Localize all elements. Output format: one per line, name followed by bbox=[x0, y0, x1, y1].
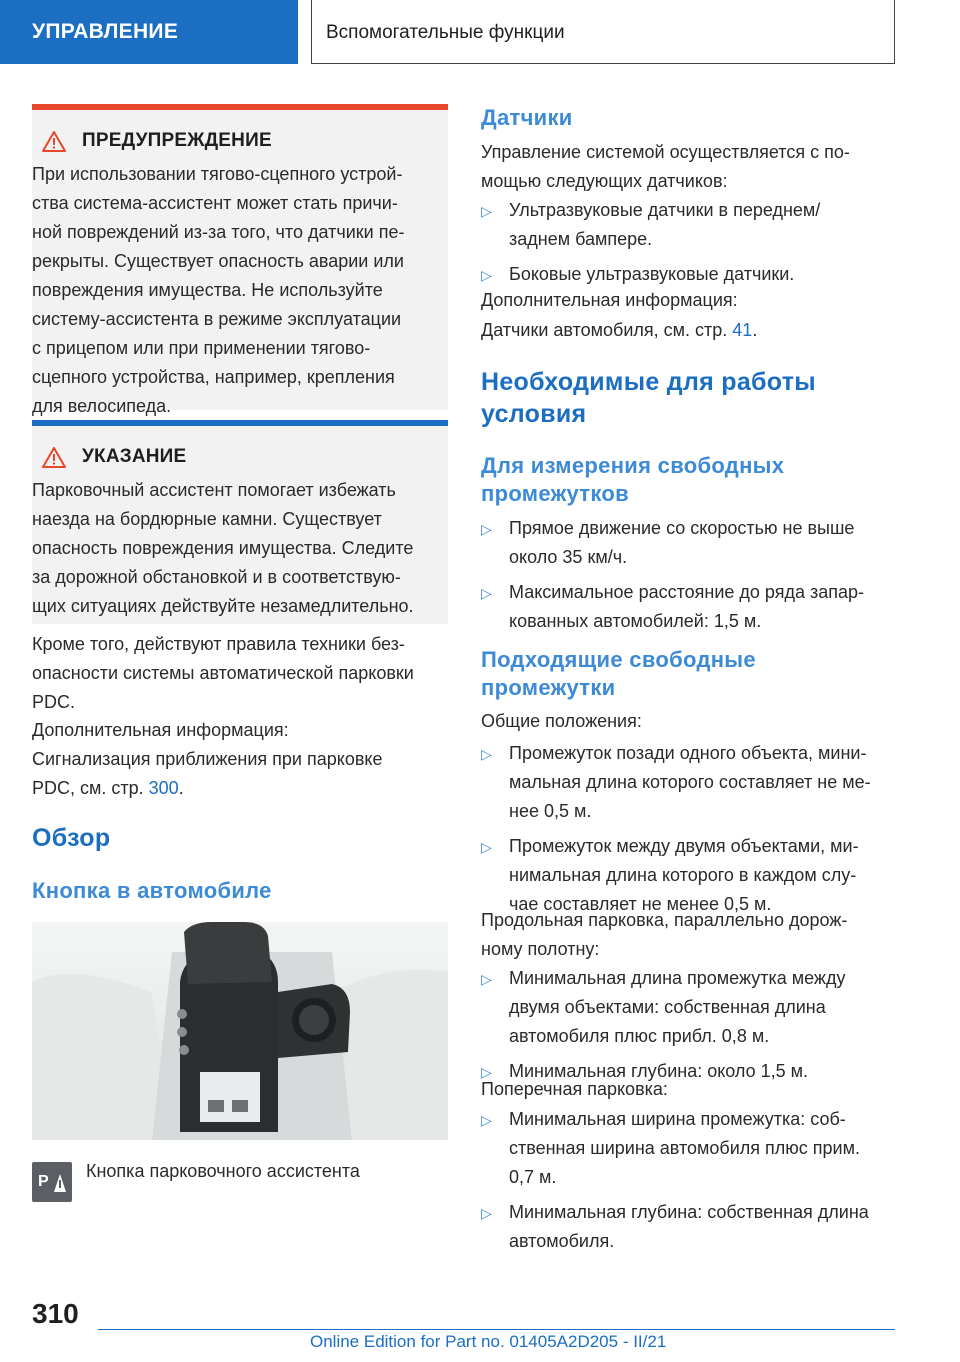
list-item-line: Минимальная длина промежутка между bbox=[509, 968, 846, 988]
list-item-line: кованных автомобилей: 1,5 м. bbox=[509, 611, 762, 631]
list-item-line: Минимальная ширина промежутка: соб- bbox=[509, 1109, 846, 1129]
parallel-list bbox=[481, 964, 921, 1087]
list-item bbox=[481, 964, 921, 1051]
photo-caption: Кнопка парковочного ассистента bbox=[86, 1161, 360, 1181]
safety-paragraph bbox=[32, 630, 448, 717]
list-item-line: чае составляет не менее 0,5 м. bbox=[509, 894, 772, 914]
sensors-reference: Датчики автомобиля, см. стр. 41. bbox=[481, 320, 758, 340]
warning-line: с прицепом или при применении тягово- bbox=[32, 338, 371, 358]
list-item-line: Промежуток между двумя объектами, ми- bbox=[509, 836, 859, 856]
note-title-row bbox=[42, 446, 436, 468]
footer-divider bbox=[98, 1329, 895, 1330]
header-section-title: УПРАВЛЕНИЕ bbox=[32, 20, 179, 43]
header-section-tab bbox=[0, 0, 298, 64]
list-item bbox=[481, 1105, 921, 1192]
center-console-image bbox=[32, 922, 448, 1140]
parallel-label bbox=[481, 906, 921, 964]
bullet-triangle-icon: ▷ bbox=[481, 521, 492, 537]
warning-title: ПРЕДУПРЕЖДЕНИЕ bbox=[82, 130, 272, 151]
more-info-text: Дополнительная информация: bbox=[481, 290, 738, 310]
page-link-41[interactable]: 41 bbox=[732, 320, 753, 340]
pdc-reference bbox=[32, 745, 448, 803]
paragraph-line: опасности системы автоматической парковки bbox=[32, 663, 414, 683]
bullet-triangle-icon: ▷ bbox=[481, 267, 492, 283]
list-item bbox=[481, 1198, 921, 1256]
paragraph-line: Управление системой осуществляется с по- bbox=[481, 142, 850, 162]
list-item-line: Промежуток позади одного объекта, мини- bbox=[509, 743, 867, 763]
bullet-triangle-icon: ▷ bbox=[481, 203, 492, 219]
warning-title-row bbox=[42, 130, 436, 152]
footer-edition: Online Edition for Part no. 01405A2D205 - II/21 bbox=[310, 1332, 667, 1351]
warning-box bbox=[32, 104, 448, 416]
paragraph-line: ному полотну: bbox=[481, 939, 600, 959]
page-link-300[interactable]: 300 bbox=[148, 778, 179, 798]
page-number: 310 bbox=[32, 1298, 79, 1329]
bullet-triangle-icon: ▷ bbox=[481, 839, 492, 855]
paragraph-line: PDC. bbox=[32, 692, 76, 712]
list-item-line: Ультразвуковые датчики в переднем/ bbox=[509, 200, 821, 220]
list-item-line: Минимальная глубина: собственная длина bbox=[509, 1202, 869, 1222]
heading-overview: Обзор bbox=[32, 824, 111, 852]
paragraph-line: Общие положения: bbox=[481, 711, 642, 731]
more-info-label bbox=[32, 716, 448, 745]
svg-text:P: P bbox=[38, 1173, 49, 1190]
heading-button-in-car: Кнопка в автомобиле bbox=[32, 878, 272, 903]
list-item-line: нимальная длина которого в каждом слу- bbox=[509, 865, 857, 885]
warning-line: повреждения имущества. Не используйте bbox=[32, 280, 383, 300]
note-title: УКАЗАНИЕ bbox=[82, 446, 187, 467]
heading-line: условия bbox=[481, 400, 587, 428]
list-item-line: около 35 км/ч. bbox=[509, 547, 628, 567]
list-item bbox=[481, 514, 921, 572]
list-item-line: Боковые ультразвуковые датчики. bbox=[509, 264, 795, 284]
perpendicular-label bbox=[481, 1075, 921, 1104]
sensor-list bbox=[481, 196, 921, 290]
reference-text: Датчики автомобиля, см. стр. bbox=[481, 320, 733, 340]
heading-sensors: Датчики bbox=[481, 105, 573, 130]
general-list bbox=[481, 739, 921, 919]
note-line: наезда на бордюрные камни. Существует bbox=[32, 509, 382, 529]
warning-line: систему-ассистента в режиме эксплуатации bbox=[32, 309, 402, 329]
perpendicular-list bbox=[481, 1105, 921, 1256]
paragraph-line: Продольная парковка, параллельно дорож- bbox=[481, 910, 848, 930]
paragraph-line: мощью следующих датчиков: bbox=[481, 171, 728, 191]
list-item bbox=[481, 739, 921, 826]
measure-list bbox=[481, 514, 921, 636]
heading-line: Необходимые для работы bbox=[481, 368, 816, 396]
heading-line: промежутков bbox=[481, 481, 629, 506]
warning-line: сцепного устройства, например, крепления bbox=[32, 367, 395, 387]
warning-line: ной повреждений из-за того, что датчики пе- bbox=[32, 222, 405, 242]
bullet-triangle-icon: ▷ bbox=[481, 1112, 492, 1128]
note-line: щих ситуациях действуйте незамедлительно. bbox=[32, 596, 414, 616]
warning-triangle-icon bbox=[42, 131, 66, 152]
parking-assistant-button-icon bbox=[32, 1162, 72, 1202]
list-item-line: нее 0,5 м. bbox=[509, 801, 592, 821]
warning-line: рекрыты. Существует опасность аварии или bbox=[32, 251, 404, 271]
warning-text bbox=[32, 160, 436, 421]
list-item-line: мальная длина которого составляет не ме- bbox=[509, 772, 871, 792]
heading-conditions bbox=[481, 366, 921, 430]
bullet-triangle-icon: ▷ bbox=[481, 585, 492, 601]
warning-line: для велосипеда. bbox=[32, 396, 172, 416]
heading-suitable-gaps bbox=[481, 646, 921, 702]
list-item bbox=[481, 578, 921, 636]
header-chapter-title: Вспомогательные функции bbox=[326, 22, 565, 43]
list-item-line: Минимальная глубина: около 1,5 м. bbox=[509, 1061, 809, 1081]
heading-line: Подходящие свободные bbox=[481, 647, 756, 672]
bullet-triangle-icon: ▷ bbox=[481, 1064, 492, 1080]
list-item-line: ственная ширина автомобиля плюс прим. bbox=[509, 1138, 860, 1158]
note-line: за дорожной обстановкой и в соответствую- bbox=[32, 567, 401, 587]
heading-line: промежутки bbox=[481, 675, 616, 700]
bullet-triangle-icon: ▷ bbox=[481, 971, 492, 987]
note-box bbox=[32, 420, 448, 624]
note-line: опасность повреждения имущества. Следите bbox=[32, 538, 414, 558]
caution-triangle-icon bbox=[42, 447, 66, 468]
list-item-line: Максимальное расстояние до ряда запар- bbox=[509, 582, 865, 602]
list-item bbox=[481, 196, 921, 254]
sensors-intro bbox=[481, 138, 921, 196]
paragraph-line: Поперечная парковка: bbox=[481, 1079, 668, 1099]
header-chapter bbox=[311, 0, 895, 64]
list-item-line: двумя объектами: собственная длина bbox=[509, 997, 826, 1017]
console-photo bbox=[32, 922, 448, 1140]
general-label bbox=[481, 707, 921, 736]
note-text bbox=[32, 476, 436, 621]
warning-line: ства система-ассистент может стать причи- bbox=[32, 193, 398, 213]
reference-line: Сигнализация приближения при парковке bbox=[32, 749, 383, 769]
reference-line-2: PDC, см. стр. 300. bbox=[32, 778, 184, 798]
sensors-more-info bbox=[481, 286, 921, 315]
bullet-triangle-icon: ▷ bbox=[481, 746, 492, 762]
bullet-triangle-icon: ▷ bbox=[481, 1205, 492, 1221]
heading-measure-gaps bbox=[481, 452, 921, 508]
warning-line: При использовании тягово-сцепного устрой- bbox=[32, 164, 403, 184]
list-item-line: автомобиля плюс прибл. 0,8 м. bbox=[509, 1026, 770, 1046]
list-item-line: 0,7 м. bbox=[509, 1167, 557, 1187]
reference-text: PDC, см. стр. bbox=[32, 778, 149, 798]
list-item-line: Прямое движение со скоростью не выше bbox=[509, 518, 855, 538]
paragraph-line: Кроме того, действуют правила техники без- bbox=[32, 634, 405, 654]
list-item-line: автомобиля. bbox=[509, 1231, 615, 1251]
more-info-text: Дополнительная информация: bbox=[32, 720, 289, 740]
note-line: Парковочный ассистент помогает избежать bbox=[32, 480, 396, 500]
heading-line: Для измерения свободных bbox=[481, 453, 785, 478]
list-item-line: заднем бампере. bbox=[509, 229, 653, 249]
